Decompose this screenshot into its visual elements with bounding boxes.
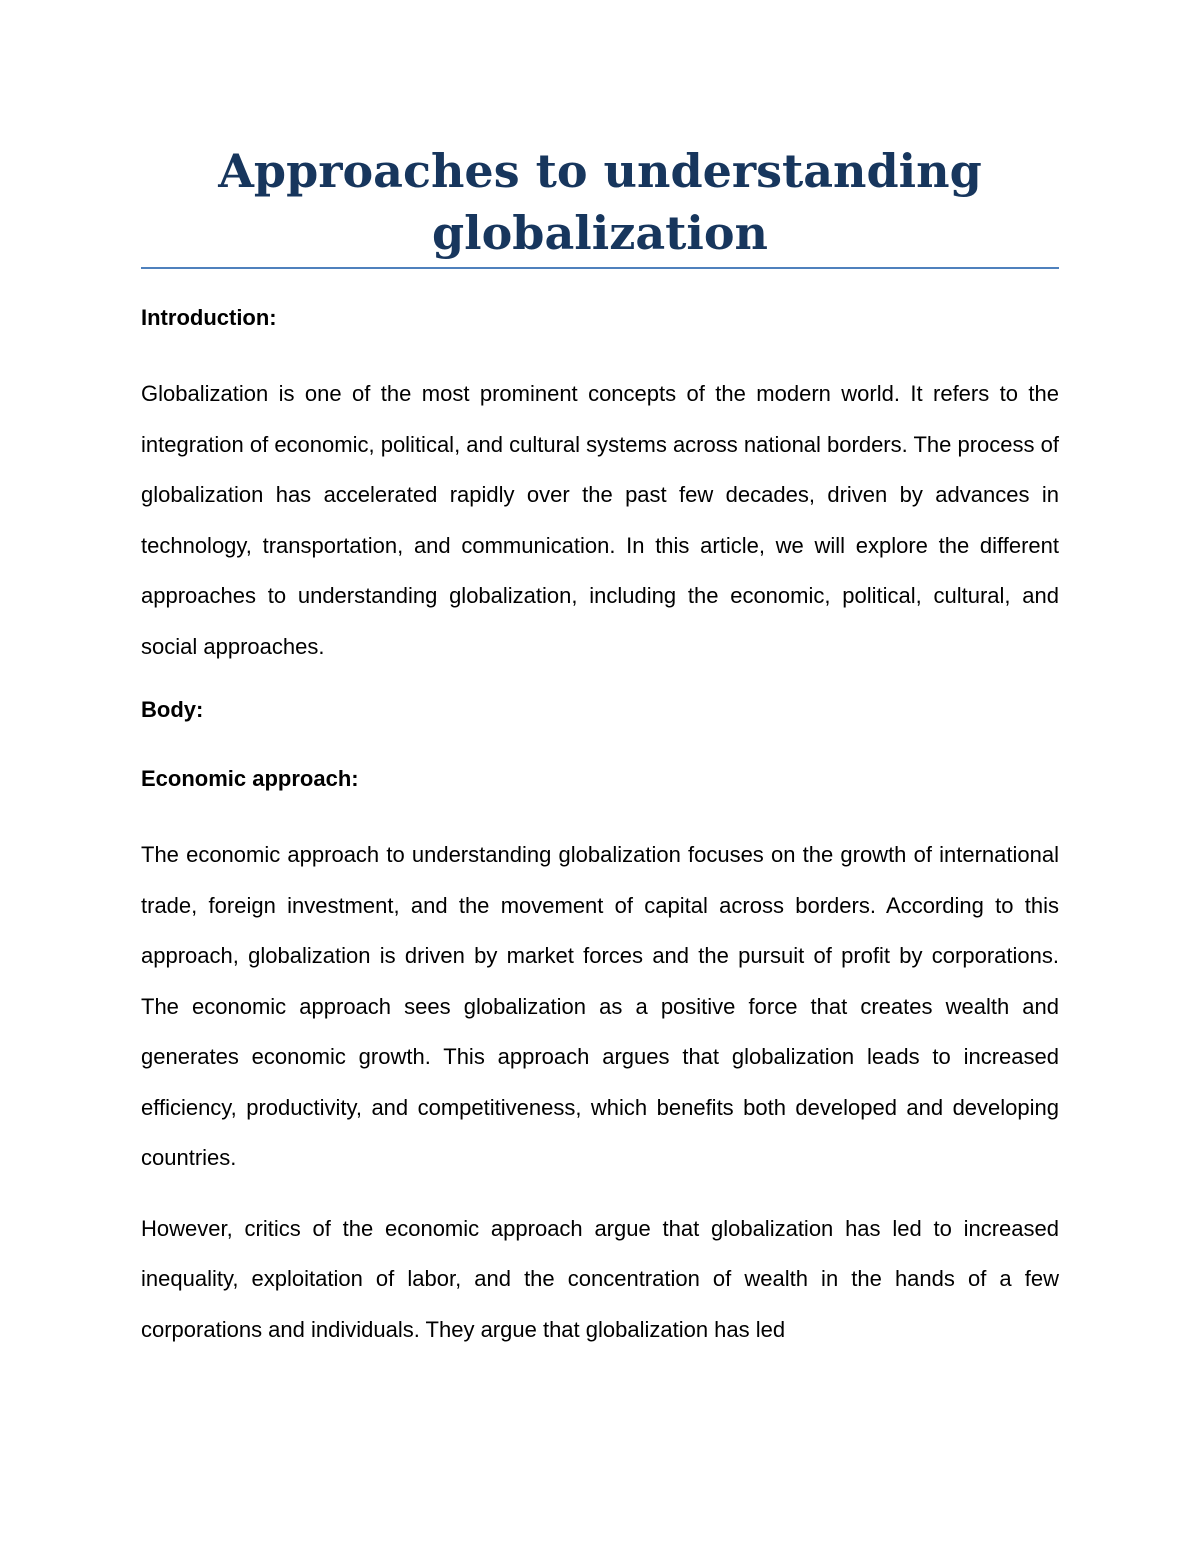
spacer [141, 1184, 1059, 1204]
title-underline [141, 267, 1059, 269]
spacer [141, 672, 1059, 692]
introduction-heading: Introduction: [141, 305, 277, 330]
spacer [141, 728, 1059, 761]
introduction-paragraph: Globalization is one of the most prominent concepts of the modern world. It refers to the integration of economic, political, and cultural systems across national borders. The process of globalization has accelerated rapidly over the past few decades, driven by advances in technology, transportation, and communication. In this article, we will explore the different approaches to understanding globalization, including the economic, political, cultural, and social approaches. [141, 381, 1059, 659]
spacer [141, 797, 1059, 830]
document-title: Approaches to understanding globalization [218, 144, 982, 260]
economic-approach-paragraph-2: However, critics of the economic approach argue that globalization has led to increased inequality, exploitation of labor, and the concentration of wealth in the hands of a few corporations and individuals. They argue that globalization has led [141, 1215, 1059, 1342]
spacer [141, 336, 1059, 369]
economic-approach-heading: Economic approach: [141, 766, 359, 791]
economic-approach-paragraph-1: The economic approach to understanding globalization focuses on the growth of international trade, foreign investment, and the movement of capital across borders. According to this approach, globalization is driven by market forces and the pursuit of profit by corporations. The economic approach sees globalization as a positive force that creates wealth and generates economic growth. This approach argues that globalization leads to increased efficiency, productivity, and competitiveness, which benefits both developed and developing countries. [141, 842, 1059, 1170]
body-heading: Body: [141, 697, 204, 722]
document-body [141, 300, 1059, 1355]
